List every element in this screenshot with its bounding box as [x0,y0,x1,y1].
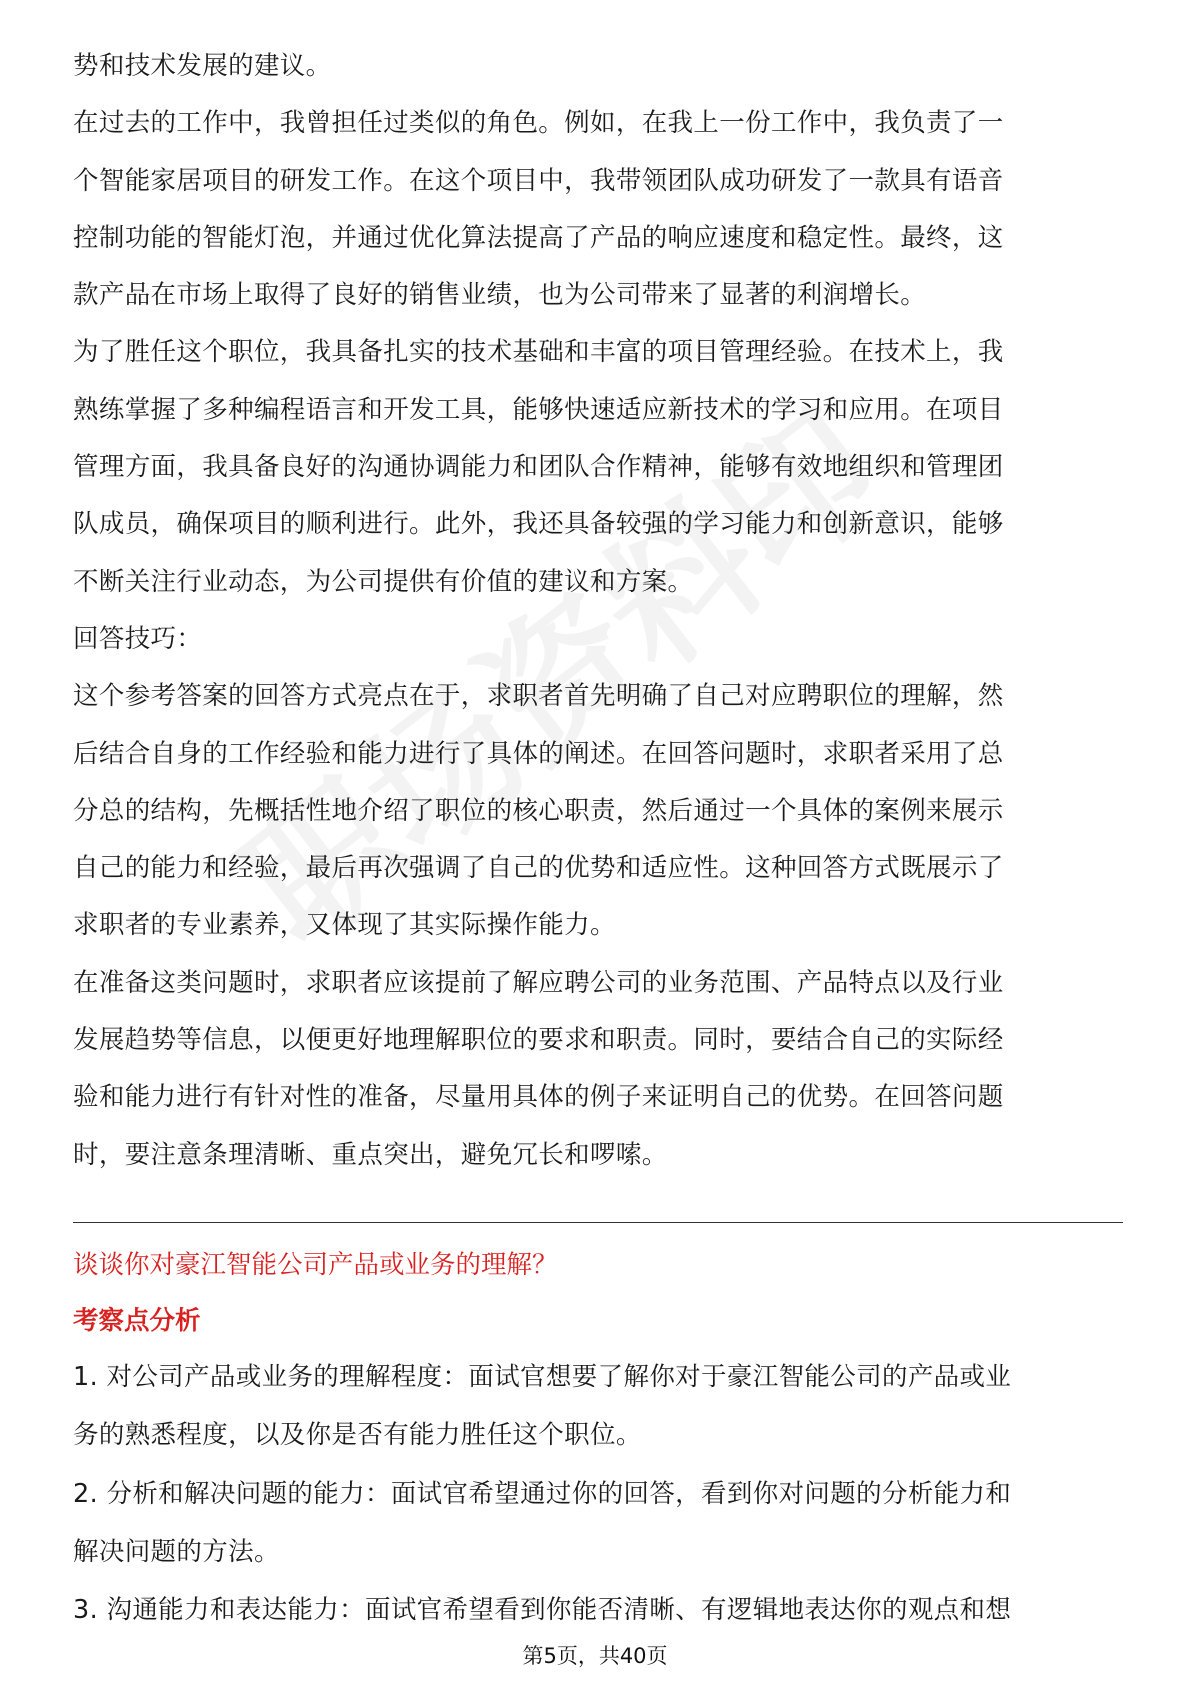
analysis-item: 务的熟悉程度，以及你是否有能力胜任这个职位。 [73,1420,642,1451]
text-line: 款产品在市场上取得了良好的销售业绩，也为公司带来了显著的利润增长。 [73,280,927,311]
text-line: 后结合自身的工作经验和能力进行了具体的阐述。在回答问题时，求职者采用了总 [73,738,1004,769]
text-line: 势和技术发展的建议。 [73,51,332,81]
body-text [73,38,1123,1184]
text-line: 这个参考答案的回答方式亮点在于，求职者首先明确了自己对应聘职位的理解，然 [73,681,1004,712]
text-line: 在准备这类问题时，求职者应该提前了解应聘公司的业务范围、产品特点以及行业 [73,967,1004,998]
text-line: 时，要注意条理清晰、重点突出，避免冗长和啰嗦。 [73,1139,668,1170]
text-line: 管理方面，我具备良好的沟通协调能力和团队合作精神，能够有效地组织和管理团 [73,452,1004,483]
question-section [73,1237,1123,1639]
analysis-heading: 考察点分析 [73,1306,201,1336]
text-line: 验和能力进行有针对性的准备，尽量用具体的例子来证明自己的优势。在回答问题 [73,1082,1004,1113]
text-line: 求职者的专业素养，又体现了其实际操作能力。 [73,910,616,941]
text-line: 熟练掌握了多种编程语言和开发工具，能够快速适应新技术的学习和应用。在项目 [73,394,1004,425]
text-line: 分总的结构，先概括性地介绍了职位的核心职责，然后通过一个具体的案例来展示 [73,795,1004,826]
answer-tips-heading: 回答技巧： [73,623,203,654]
analysis-item: 1. 对公司产品或业务的理解程度：面试官想要了解你对于豪江智能公司的产品或业 [73,1362,1012,1392]
text-line: 自己的能力和经验，最后再次强调了自己的优势和适应性。这种回答方式既展示了 [73,853,1004,884]
analysis-item: 解决问题的方法。 [73,1536,280,1567]
analysis-item: 2. 分析和解决问题的能力：面试官希望通过你的回答，看到你对问题的分析能力和 [73,1478,1012,1509]
section-divider [73,1222,1123,1223]
page-number: 第5页，共40页 [522,1644,668,1668]
text-line: 控制功能的智能灯泡，并通过优化算法提高了产品的响应速度和稳定性。最终，这 [73,222,1004,253]
text-line: 发展趋势等信息，以便更好地理解职位的要求和职责。同时，要结合自己的实际经 [73,1025,1004,1056]
text-line: 在过去的工作中，我曾担任过类似的角色。例如，在我上一份工作中，我负责了一 [73,108,1004,139]
question-title: 谈谈你对豪江智能公司产品或业务的理解？ [73,1250,558,1280]
text-line: 不断关注行业动态，为公司提供有价值的建议和方案。 [73,566,694,597]
text-line: 为了胜任这个职位，我具备扎实的技术基础和丰富的项目管理经验。在技术上，我 [73,337,1004,368]
text-line: 个智能家居项目的研发工作。在这个项目中，我带领团队成功研发了一款具有语音 [73,165,1004,196]
analysis-item: 3. 沟通能力和表达能力：面试官希望看到你能否清晰、有逻辑地表达你的观点和想 [73,1595,1012,1626]
text-line: 队成员，确保项目的顺利进行。此外，我还具备较强的学习能力和创新意识，能够 [73,509,1004,540]
